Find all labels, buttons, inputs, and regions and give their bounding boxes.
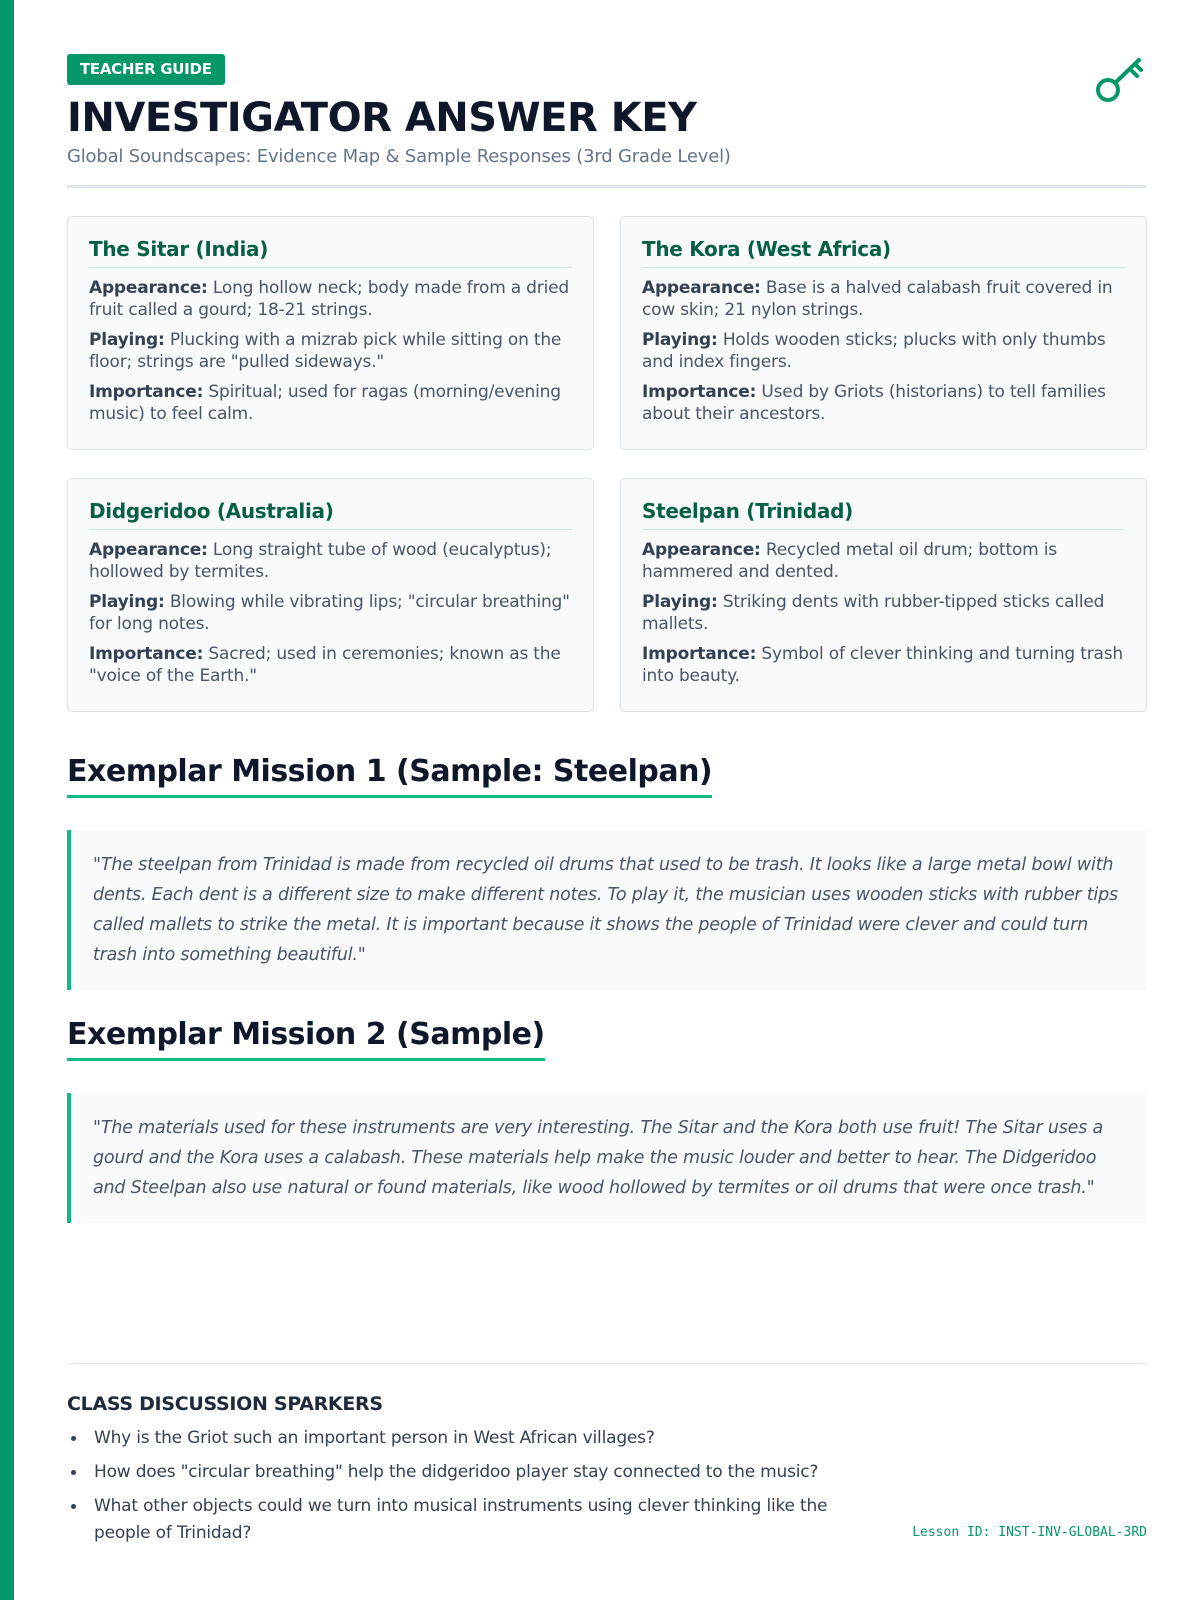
playing-text: Blowing while vibrating lips; "circular breathing" for long notes. <box>89 592 570 634</box>
card-title: Steelpan (Trinidad) <box>642 499 1125 530</box>
card-playing <box>642 329 1125 373</box>
list-item: What other objects could we turn into musical instruments using clever thinking like the people of Trinidad? <box>67 1493 867 1547</box>
playing-text: Plucking with a mizrab pick while sitting on the floor; strings are "pulled sideways." <box>89 330 562 372</box>
playing-label: Playing: <box>642 330 718 350</box>
importance-label: Importance: <box>89 644 204 664</box>
key-icon <box>1093 52 1147 106</box>
card-playing <box>89 591 572 635</box>
card-importance <box>642 381 1125 425</box>
importance-label: Importance: <box>642 382 757 402</box>
list-item: How does "circular breathing" help the didgeridoo player stay connected to the music? <box>67 1459 867 1486</box>
card-title: Didgeridoo (Australia) <box>89 499 572 530</box>
playing-text: Striking dents with rubber-tipped sticks called mallets. <box>642 592 1105 634</box>
appearance-label: Appearance: <box>642 540 761 560</box>
page-title: INVESTIGATOR ANSWER KEY <box>67 95 697 141</box>
card-appearance <box>642 277 1125 321</box>
importance-label: Importance: <box>89 382 204 402</box>
card-appearance <box>642 539 1125 583</box>
appearance-label: Appearance: <box>89 278 208 298</box>
playing-text: Holds wooden sticks; plucks with only thumbs and index fingers. <box>642 330 1106 372</box>
appearance-text: Long hollow neck; body made from a dried fruit called a gourd; 18-21 strings. <box>89 278 569 320</box>
card-title: The Kora (West Africa) <box>642 237 1125 268</box>
importance-text: Sacred; used in ceremonies; known as the "voice of the Earth." <box>89 644 561 686</box>
discussion-heading: CLASS DISCUSSION SPARKERS <box>67 1393 383 1415</box>
footer-divider <box>67 1363 1147 1364</box>
header-divider <box>67 185 1147 188</box>
accent-sidebar-stripe <box>0 0 14 1600</box>
card-title: The Sitar (India) <box>89 237 572 268</box>
importance-text: Symbol of clever thinking and turning trash into beauty. <box>642 644 1123 686</box>
appearance-label: Appearance: <box>642 278 761 298</box>
playing-label: Playing: <box>89 592 165 612</box>
importance-text: Spiritual; used for ragas (morning/evening music) to feel calm. <box>89 382 561 424</box>
mission-1-heading: Exemplar Mission 1 (Sample: Steelpan) <box>67 754 712 798</box>
card-appearance <box>89 277 572 321</box>
card-playing <box>89 329 572 373</box>
card-playing <box>642 591 1125 635</box>
mission-2-sample-response: "The materials used for these instruments are very interesting. The Sitar and the Kora both use fruit! The Sitar uses a gourd and the Kora uses a calabash. These materials help make the music louder and better to hear. The Didgeridoo and Steelpan also use natural or found materials, like wood hollowed by termites or oil drums that were once trash." <box>67 1093 1147 1223</box>
instrument-card-kora <box>620 216 1147 450</box>
instrument-card-steelpan <box>620 478 1147 712</box>
playing-label: Playing: <box>89 330 165 350</box>
appearance-label: Appearance: <box>89 540 208 560</box>
appearance-text: Long straight tube of wood (eucalyptus); hollowed by termites. <box>89 540 552 582</box>
lesson-id: Lesson ID: INST-INV-GLOBAL-3RD <box>912 1525 1147 1540</box>
discussion-list <box>67 1425 867 1554</box>
playing-label: Playing: <box>642 592 718 612</box>
appearance-text: Base is a halved calabash fruit covered in cow skin; 21 nylon strings. <box>642 278 1113 320</box>
card-importance <box>642 643 1125 687</box>
importance-text: Used by Griots (historians) to tell families about their ancestors. <box>642 382 1106 424</box>
importance-label: Importance: <box>642 644 757 664</box>
teacher-guide-badge: TEACHER GUIDE <box>67 54 225 85</box>
page-subtitle: Global Soundscapes: Evidence Map & Sample Responses (3rd Grade Level) <box>67 146 731 167</box>
appearance-text: Recycled metal oil drum; bottom is hammered and dented. <box>642 540 1057 582</box>
mission-1-sample-response: "The steelpan from Trinidad is made from recycled oil drums that used to be trash. It looks like a large metal bowl with dents. Each dent is a different size to make different notes. To play it, the musician uses wooden sticks with rubber tips called mallets to strike the metal. It is important because it shows the people of Trinidad were clever and could turn trash into something beautiful." <box>67 830 1147 990</box>
instrument-card-didgeridoo <box>67 478 594 712</box>
mission-2-heading: Exemplar Mission 2 (Sample) <box>67 1017 545 1061</box>
answer-key-page <box>67 0 1147 1600</box>
card-appearance <box>89 539 572 583</box>
list-item: Why is the Griot such an important person in West African villages? <box>67 1425 867 1452</box>
card-importance <box>89 381 572 425</box>
card-importance <box>89 643 572 687</box>
instrument-card-sitar <box>67 216 594 450</box>
